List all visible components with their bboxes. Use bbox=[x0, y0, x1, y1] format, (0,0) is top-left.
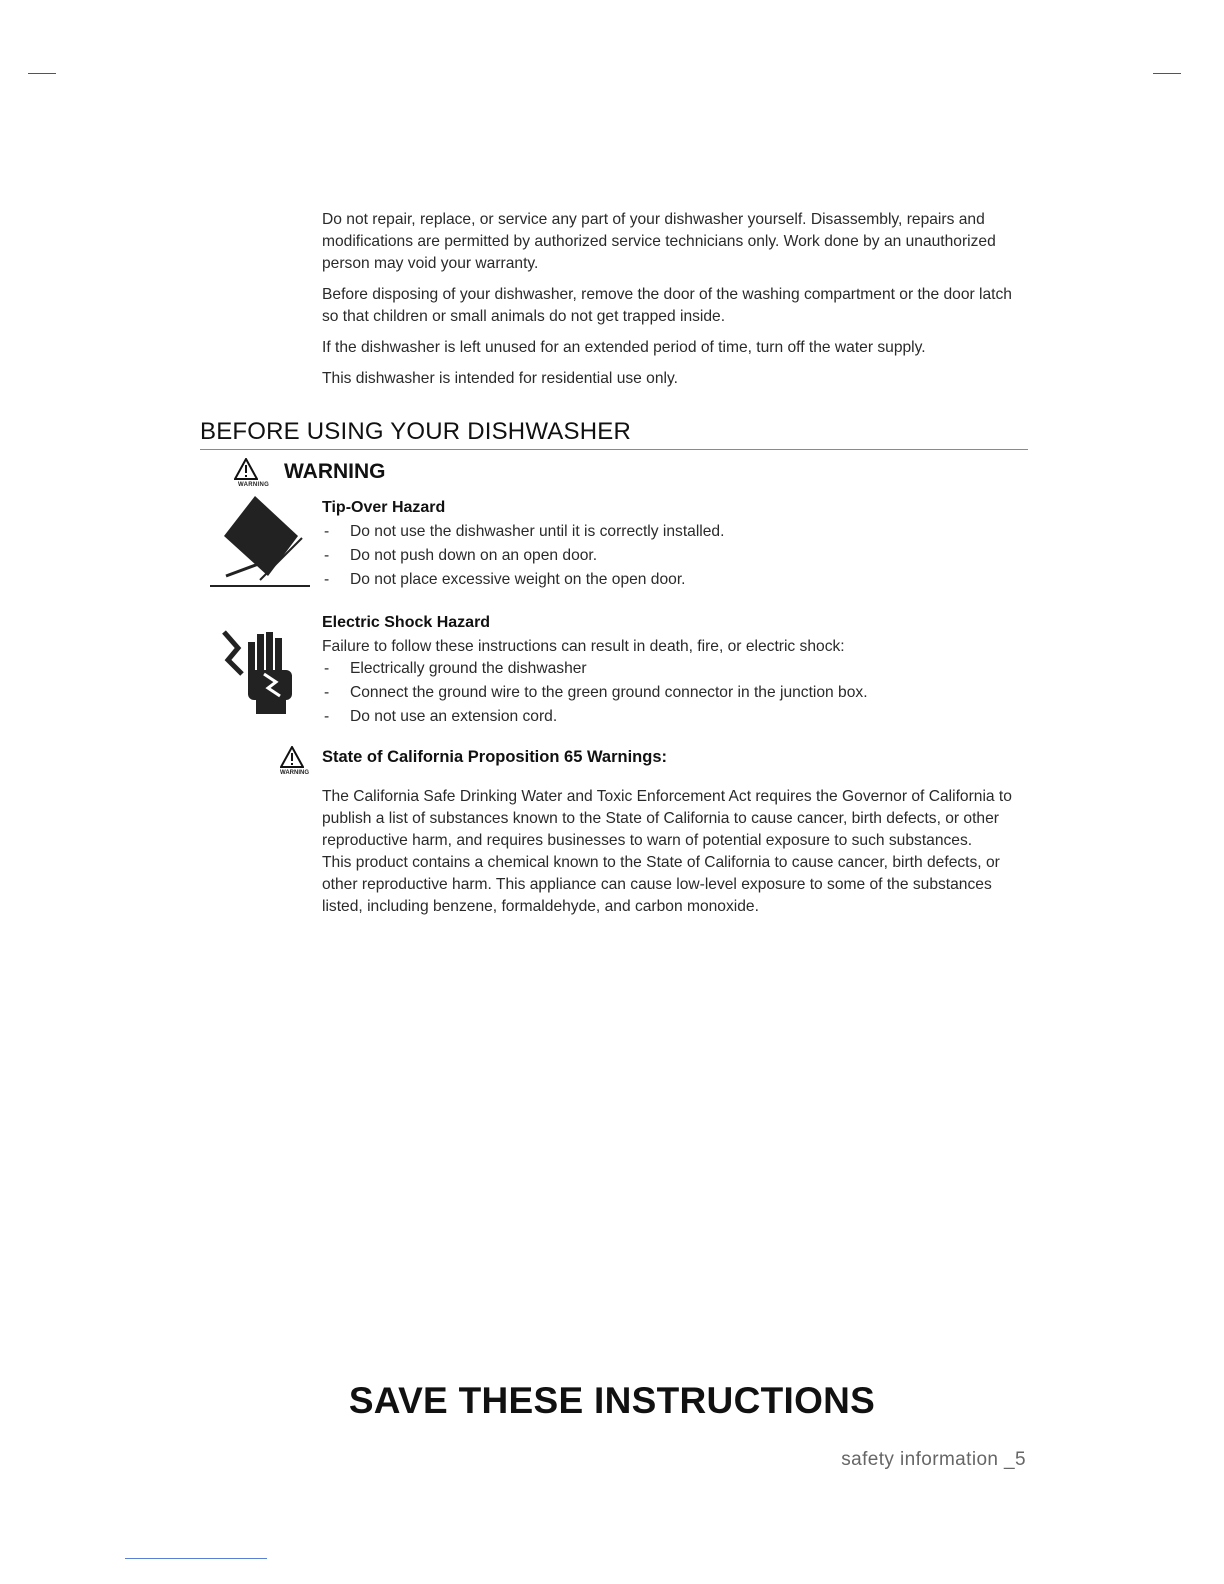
crop-mark-right bbox=[1153, 73, 1181, 74]
section-heading: BEFORE USING YOUR DISHWASHER bbox=[200, 418, 1028, 450]
intro-paragraph: This dishwasher is intended for residential use only. bbox=[322, 370, 678, 387]
warning-title: WARNING bbox=[284, 460, 386, 483]
footer-link-underline bbox=[125, 1558, 267, 1559]
electric-list bbox=[322, 658, 1032, 728]
list-item: - Do not push down on an open door. bbox=[322, 545, 1032, 567]
prop65-small-label: WARNING bbox=[280, 770, 309, 776]
tip-over-title: Tip-Over Hazard bbox=[322, 499, 446, 516]
electric-intro: Failure to follow these instructions can result in death, fire, or electric shock: bbox=[322, 638, 845, 655]
intro-section bbox=[322, 209, 1032, 399]
electric-section bbox=[322, 612, 1032, 730]
intro-paragraph: Before disposing of your dishwasher, remove the door of the washing compartment or the door latch so that children or small animals do not get trapped inside. bbox=[322, 286, 1012, 325]
prop65-title: State of California Proposition 65 Warnings: bbox=[322, 748, 668, 766]
intro-paragraph: If the dishwasher is left unused for an extended period of time, turn off the water supply. bbox=[322, 339, 926, 356]
list-item: - Do not use an extension cord. bbox=[322, 706, 1032, 728]
prop65-paragraph: This product contains a chemical known to the State of California to cause cancer, birth defects, or other reproductive harm. This appliance can cause low-level exposure to some of the substances listed, including benzene, formaldehyde, and carbon monoxide. bbox=[322, 854, 1000, 915]
electric-title: Electric Shock Hazard bbox=[322, 614, 491, 631]
list-item: - Electrically ground the dishwasher bbox=[322, 658, 1032, 680]
tip-over-hazard-icon bbox=[210, 494, 310, 590]
tip-over-list bbox=[322, 521, 1032, 591]
warning-triangle-icon bbox=[280, 746, 304, 768]
tip-over-section bbox=[322, 497, 1032, 593]
save-instructions-heading: SAVE THESE INSTRUCTIONS bbox=[348, 1380, 876, 1421]
page-footer: safety information _5 bbox=[841, 1449, 1026, 1470]
prop65-paragraph: The California Safe Drinking Water and Toxic Enforcement Act requires the Governor of California to publish a list of substances known to the State of California to cause cancer, birth defects, or other reproductive harm, and requires businesses to warn of potential exposure to such substances. bbox=[322, 788, 1012, 849]
electric-shock-icon bbox=[220, 620, 298, 718]
list-item: - Connect the ground wire to the green ground connector in the junction box. bbox=[322, 682, 1032, 704]
prop65-body bbox=[322, 786, 1032, 918]
warning-small-label: WARNING bbox=[238, 482, 270, 488]
list-item: - Do not use the dishwasher until it is correctly installed. bbox=[322, 521, 1032, 543]
list-item: - Do not place excessive weight on the open door. bbox=[322, 569, 1032, 591]
intro-paragraph: Do not repair, replace, or service any part of your dishwasher yourself. Disassembly, repairs and modifications are permitted by authorized service technicians only. Work done by an unauthorized person may void your warranty. bbox=[322, 211, 996, 272]
crop-mark-left bbox=[28, 73, 56, 74]
warning-triangle-icon bbox=[234, 458, 258, 480]
